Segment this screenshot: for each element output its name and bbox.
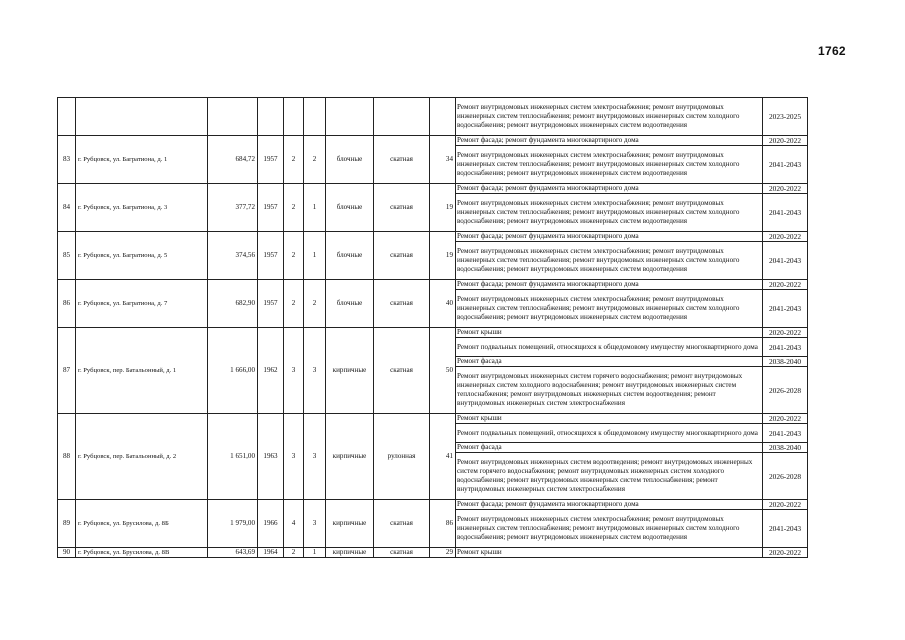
entrances-cell: 3 xyxy=(304,328,326,414)
roof-type-cell: скатная xyxy=(374,232,430,280)
roof-type-cell: рулонная xyxy=(374,414,430,500)
period-cell: 2041-2043 xyxy=(763,338,808,357)
table-row xyxy=(58,500,808,510)
work-cell: Ремонт внутридомовых инженерных систем электроснабжения; ремонт внутридомовых инженерных систем теплоснабжения; ремонт внутридомовых инженерных систем холодного водоснабжения; ремонт внутридомовых инженерных систем водоотведения xyxy=(456,510,763,548)
year-cell: 1957 xyxy=(258,184,284,232)
address-cell: г. Рубцовск, ул. Багратиона, д. 1 xyxy=(76,136,208,184)
table-body xyxy=(58,98,808,558)
row-number: 86 xyxy=(58,280,76,328)
entrances-cell: 1 xyxy=(304,548,326,558)
row-number: 85 xyxy=(58,232,76,280)
work-cell: Ремонт фасада; ремонт фундамента многоквартирного дома xyxy=(456,232,763,242)
apartments-cell: 40 xyxy=(430,280,456,328)
work-cell: Ремонт внутридомовых инженерных систем электроснабжения; ремонт внутридомовых инженерных систем теплоснабжения; ремонт внутридомовых инженерных систем холодного водоснабжения; ремонт внутридомовых инженерных систем водоотведения xyxy=(456,146,763,184)
empty-cell xyxy=(258,98,284,136)
entrances-cell: 3 xyxy=(304,500,326,548)
wall-material-cell: кирпичные xyxy=(326,548,374,558)
area-cell: 1 979,00 xyxy=(208,500,258,548)
apartments-cell: 19 xyxy=(430,184,456,232)
apartments-cell: 29 xyxy=(430,548,456,558)
wall-material-cell: кирпичные xyxy=(326,328,374,414)
period-cell: 2041-2043 xyxy=(763,510,808,548)
empty-cell xyxy=(76,98,208,136)
row-number: 88 xyxy=(58,414,76,500)
floors-cell: 3 xyxy=(284,328,304,414)
roof-type-cell: скатная xyxy=(374,184,430,232)
work-cell: Ремонт внутридомовых инженерных систем водоотведения; ремонт внутридомовых инженерных систем горячего водоснабжения; ремонт внутридомовых инженерных систем холодного водоснабжения; ремонт внутридомовых инженерных систем теплоснабжения; ремонт внутридомовых инженерных систем электроснабжения xyxy=(456,453,763,500)
period-cell: 2020-2022 xyxy=(763,280,808,290)
empty-cell xyxy=(284,98,304,136)
empty-cell xyxy=(326,98,374,136)
work-cell: Ремонт внутридомовых инженерных систем электроснабжения; ремонт внутридомовых инженерных систем теплоснабжения; ремонт внутридомовых инженерных систем холодного водоснабжения; ремонт внутридомовых инженерных систем водоотведения xyxy=(456,290,763,328)
work-cell: Ремонт крыши xyxy=(456,548,763,558)
work-cell: Ремонт фасада; ремонт фундамента многоквартирного дома xyxy=(456,184,763,194)
area-cell: 684,72 xyxy=(208,136,258,184)
period-cell: 2026-2028 xyxy=(763,453,808,500)
floors-cell: 2 xyxy=(284,136,304,184)
row-number: 90 xyxy=(58,548,76,558)
period-cell: 2041-2043 xyxy=(763,242,808,280)
address-cell: г. Рубцовск, ул. Багратиона, д. 7 xyxy=(76,280,208,328)
area-cell: 643,69 xyxy=(208,548,258,558)
address-cell: г. Рубцовск, пер. Батальонный, д. 2 xyxy=(76,414,208,500)
period-cell: 2041-2043 xyxy=(763,424,808,443)
row-number: 87 xyxy=(58,328,76,414)
empty-cell xyxy=(304,98,326,136)
address-cell: г. Рубцовск, ул. Брусилова, д. 8В xyxy=(76,548,208,558)
area-cell: 682,90 xyxy=(208,280,258,328)
work-cell: Ремонт внутридомовых инженерных систем электроснабжения; ремонт внутридомовых инженерных систем теплоснабжения; ремонт внутридомовых инженерных систем холодного водоснабжения; ремонт внутридомовых инженерных систем водоотведения xyxy=(456,242,763,280)
year-cell: 1957 xyxy=(258,136,284,184)
apartments-cell: 34 xyxy=(430,136,456,184)
year-cell: 1957 xyxy=(258,232,284,280)
apartments-cell: 86 xyxy=(430,500,456,548)
entrances-cell: 2 xyxy=(304,280,326,328)
area-cell: 1 651,00 xyxy=(208,414,258,500)
table-row xyxy=(58,548,808,558)
period-cell: 2038-2040 xyxy=(763,443,808,453)
empty-cell xyxy=(58,98,76,136)
area-cell: 1 666,00 xyxy=(208,328,258,414)
period-cell: 2020-2022 xyxy=(763,328,808,338)
work-cell: Ремонт фасада; ремонт фундамента многоквартирного дома xyxy=(456,500,763,510)
address-cell: г. Рубцовск, ул. Багратиона, д. 5 xyxy=(76,232,208,280)
work-cell: Ремонт фасада xyxy=(456,443,763,453)
address-cell: г. Рубцовск, ул. Багратиона, д. 3 xyxy=(76,184,208,232)
work-cell: Ремонт подвальных помещений, относящихся к общедомовому имуществу многоквартирного дома xyxy=(456,338,763,357)
wall-material-cell: кирпичные xyxy=(326,414,374,500)
wall-material-cell: блочные xyxy=(326,232,374,280)
row-number: 84 xyxy=(58,184,76,232)
work-cell: Ремонт подвальных помещений, относящихся к общедомовому имуществу многоквартирного дома xyxy=(456,424,763,443)
table-row xyxy=(58,280,808,290)
entrances-cell: 1 xyxy=(304,184,326,232)
address-cell: г. Рубцовск, ул. Брусилова, д. 8Б xyxy=(76,500,208,548)
table-row xyxy=(58,414,808,424)
table-row xyxy=(58,136,808,146)
work-cell: Ремонт внутридомовых инженерных систем электроснабжения; ремонт внутридомовых инженерных систем теплоснабжения; ремонт внутридомовых инженерных систем холодного водоснабжения; ремонт внутридомовых инженерных систем водоотведения xyxy=(456,98,763,136)
empty-cell xyxy=(430,98,456,136)
table-row xyxy=(58,328,808,338)
wall-material-cell: кирпичные xyxy=(326,500,374,548)
period-cell: 2020-2022 xyxy=(763,414,808,424)
empty-cell xyxy=(208,98,258,136)
period-cell: 2020-2022 xyxy=(763,500,808,510)
row-number: 89 xyxy=(58,500,76,548)
roof-type-cell: скатная xyxy=(374,500,430,548)
entrances-cell: 3 xyxy=(304,414,326,500)
entrances-cell: 1 xyxy=(304,232,326,280)
table-row xyxy=(58,98,808,136)
work-cell: Ремонт крыши xyxy=(456,414,763,424)
apartments-cell: 19 xyxy=(430,232,456,280)
floors-cell: 2 xyxy=(284,184,304,232)
apartments-cell: 50 xyxy=(430,328,456,414)
work-cell: Ремонт внутридомовых инженерных систем электроснабжения; ремонт внутридомовых инженерных систем теплоснабжения; ремонт внутридомовых инженерных систем холодного водоснабжения; ремонт внутридомовых инженерных систем водоотведения xyxy=(456,194,763,232)
table-row xyxy=(58,184,808,194)
work-cell: Ремонт крыши xyxy=(456,328,763,338)
work-cell: Ремонт фасада; ремонт фундамента многоквартирного дома xyxy=(456,136,763,146)
address-cell: г. Рубцовск, пер. Батальонный, д. 1 xyxy=(76,328,208,414)
roof-type-cell: скатная xyxy=(374,136,430,184)
year-cell: 1964 xyxy=(258,548,284,558)
roof-type-cell: скатная xyxy=(374,548,430,558)
work-cell: Ремонт фасада xyxy=(456,357,763,367)
area-cell: 377,72 xyxy=(208,184,258,232)
period-cell: 2041-2043 xyxy=(763,146,808,184)
floors-cell: 3 xyxy=(284,414,304,500)
floors-cell: 4 xyxy=(284,500,304,548)
empty-cell xyxy=(374,98,430,136)
period-cell: 2020-2022 xyxy=(763,136,808,146)
period-cell: 2026-2028 xyxy=(763,367,808,414)
row-number: 83 xyxy=(58,136,76,184)
capital-repair-table xyxy=(57,97,808,558)
period-cell: 2020-2022 xyxy=(763,548,808,558)
year-cell: 1962 xyxy=(258,328,284,414)
area-cell: 374,56 xyxy=(208,232,258,280)
period-cell: 2041-2043 xyxy=(763,194,808,232)
roof-type-cell: скатная xyxy=(374,328,430,414)
floors-cell: 2 xyxy=(284,548,304,558)
period-cell: 2020-2022 xyxy=(763,184,808,194)
year-cell: 1966 xyxy=(258,500,284,548)
table-row xyxy=(58,232,808,242)
floors-cell: 2 xyxy=(284,232,304,280)
entrances-cell: 2 xyxy=(304,136,326,184)
floors-cell: 2 xyxy=(284,280,304,328)
period-cell: 2041-2043 xyxy=(763,290,808,328)
apartments-cell: 41 xyxy=(430,414,456,500)
roof-type-cell: скатная xyxy=(374,280,430,328)
wall-material-cell: блочные xyxy=(326,184,374,232)
work-cell: Ремонт фасада; ремонт фундамента многоквартирного дома xyxy=(456,280,763,290)
work-cell: Ремонт внутридомовых инженерных систем горячего водоснабжения; ремонт внутридомовых инженерных систем холодного водоснабжения; ремонт внутридомовых инженерных систем теплоснабжения; ремонт внутридомовых инженерных систем водоотведения; ремонт внутридомовых инженерных систем электроснабжения xyxy=(456,367,763,414)
period-cell: 2020-2022 xyxy=(763,232,808,242)
period-cell: 2038-2040 xyxy=(763,357,808,367)
page-number: 1762 xyxy=(818,44,846,58)
wall-material-cell: блочные xyxy=(326,280,374,328)
year-cell: 1963 xyxy=(258,414,284,500)
year-cell: 1957 xyxy=(258,280,284,328)
period-cell: 2023-2025 xyxy=(763,98,808,136)
wall-material-cell: блочные xyxy=(326,136,374,184)
